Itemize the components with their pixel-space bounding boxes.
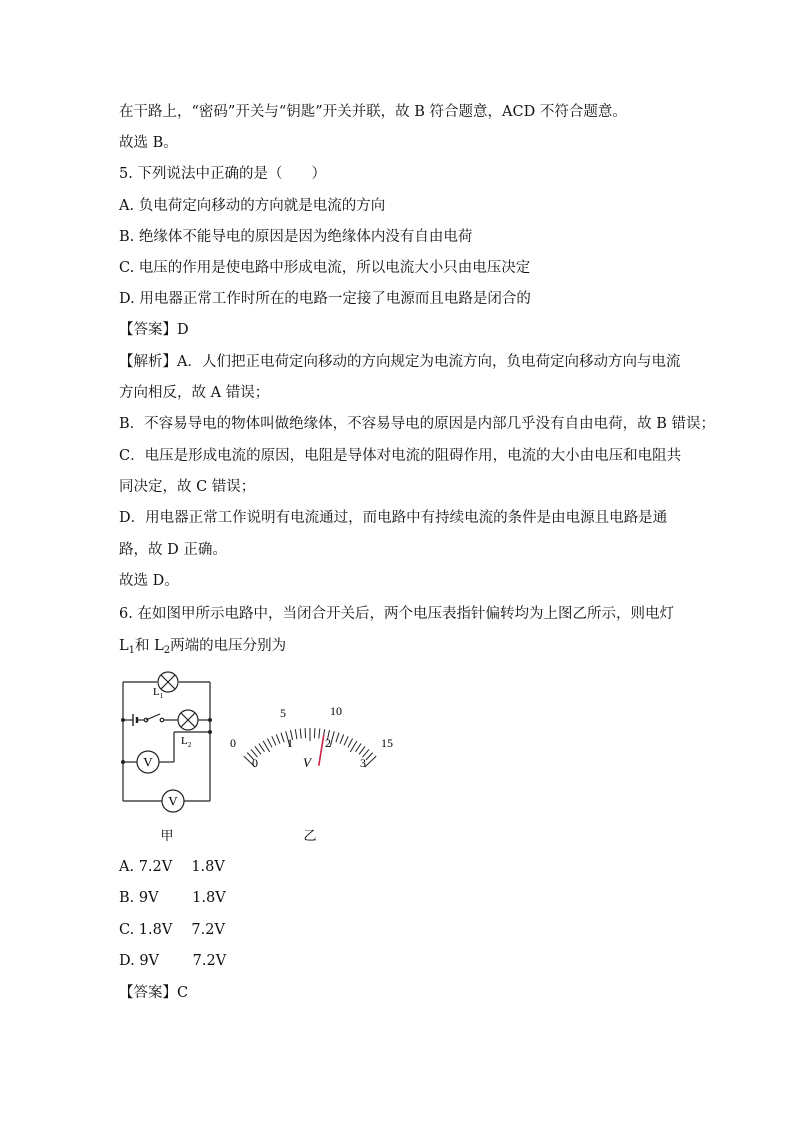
dial-tick xyxy=(259,744,265,752)
question-5-conclusion: 故选 D。 xyxy=(119,573,179,589)
circuit-and-meter-figure xyxy=(110,670,410,850)
question-6-figure xyxy=(110,670,410,850)
question-6-option-b: B. 9V 1.8V xyxy=(119,890,226,906)
voltmeter-inner-label: V xyxy=(143,754,153,770)
question-5-stem: 5. 下列说法中正确的是（ ） xyxy=(119,166,326,182)
lower-scale-label: 3 xyxy=(360,756,366,770)
upper-scale-label: 0 xyxy=(230,736,236,750)
dial-tick xyxy=(314,728,315,738)
voltmeter-outer-label: V xyxy=(168,793,178,809)
dial-tick xyxy=(272,736,276,745)
dial-tick xyxy=(340,734,344,743)
meter-needle xyxy=(319,735,324,766)
circuit-diagram xyxy=(121,672,212,812)
dial-tick xyxy=(336,733,339,743)
question-5-analysis-line: 方向相反，故 A 错误； xyxy=(119,385,270,401)
question-5-answer: 【答案】D xyxy=(119,322,189,338)
dial-tick xyxy=(267,739,272,748)
question-5-analysis-line: C．电压是形成电流的原因，电阻是导体对电流的阻碍作用，电流的大小由电压和电阻共 xyxy=(119,448,682,464)
question-6-stem: 6. 在如图甲所示电路中，当闭合开关后，两个电压表指针偏转均为上图乙所示，则电灯 xyxy=(119,606,674,622)
lower-scale-label: 2 xyxy=(325,736,331,750)
dial-tick xyxy=(365,756,377,767)
question-5-analysis-line: 【解析】A．人们把正电荷定向移动的方向规定为电流方向，负电荷定向移动方向与电流 xyxy=(119,354,681,370)
dial-tick xyxy=(295,729,297,739)
dial-tick xyxy=(359,746,365,754)
question-6-option-c: C. 1.8V 7.2V xyxy=(119,922,225,938)
question-5-option-c: C. 电压的作用是使电路中形成电流，所以电流大小只由电压决定 xyxy=(119,260,531,276)
upper-scale-label: 10 xyxy=(330,704,342,718)
dial-tick xyxy=(276,734,280,743)
dial-tick xyxy=(281,733,284,743)
lower-scale-label: 0 xyxy=(252,756,258,770)
junction-dot xyxy=(121,760,125,764)
question-5-analysis-line: D．用电器正常工作说明有电流通过，而电路中有持续电流的条件是由电源且电路是通 xyxy=(119,510,668,526)
dial-tick xyxy=(356,744,362,752)
lamp-l1-label: $L_1$ xyxy=(153,686,164,700)
dial-tick xyxy=(344,736,348,745)
question-6-answer: 【答案】C xyxy=(119,985,189,1001)
dial-unit-symbol: V xyxy=(303,755,311,770)
dial-tick xyxy=(305,728,306,738)
figure-label-yi: 乙 xyxy=(303,828,317,843)
question-5-analysis-line: B．不容易导电的物体叫做绝缘体，不容易导电的原因是内部几乎没有自由电荷，故 B 错误； xyxy=(119,416,716,432)
question-6-stem-line2: $L_1$和 $L_2$两端的电压分别为 xyxy=(119,638,287,656)
prev-conclusion: 故选 B。 xyxy=(119,135,178,151)
upper-scale-label: 15 xyxy=(381,736,393,750)
dial-tick xyxy=(255,746,261,754)
junction-dot xyxy=(208,718,212,722)
question-5-analysis-line: 路，故 D 正确。 xyxy=(119,542,227,558)
switch-contact xyxy=(160,718,164,722)
dial-tick xyxy=(319,729,320,739)
figure-label-jia: 甲 xyxy=(160,828,174,843)
upper-scale-label: 5 xyxy=(280,706,286,720)
question-6-option-a: A. 7.2V 1.8V xyxy=(119,859,225,875)
junction-dot xyxy=(121,718,125,722)
prev-solution-line: 在干路上，“密码”开关与“钥匙”开关并联，故 B 符合题意，ACD 不符合题意。 xyxy=(119,104,627,120)
lamp-l2-label: $L_2$ xyxy=(181,735,192,749)
question-5-option-d: D. 用电器正常工作时所在的电路一定接了电源而且电路是闭合的 xyxy=(119,291,531,307)
question-5-option-b: B. 绝缘体不能导电的原因是因为绝缘体内没有自由电荷 xyxy=(119,229,473,245)
switch-blade xyxy=(146,714,160,720)
question-6-option-d: D. 9V 7.2V xyxy=(119,953,227,969)
dial-tick xyxy=(366,753,373,760)
dial-tick xyxy=(348,739,353,748)
question-5-option-a: A. 负电荷定向移动的方向就是电流的方向 xyxy=(119,198,386,214)
question-5-analysis-line: 同决定，故 C 错误； xyxy=(119,479,256,495)
junction-dot xyxy=(208,730,212,734)
dial-tick xyxy=(300,729,301,739)
lower-scale-label: 1 xyxy=(287,736,293,750)
